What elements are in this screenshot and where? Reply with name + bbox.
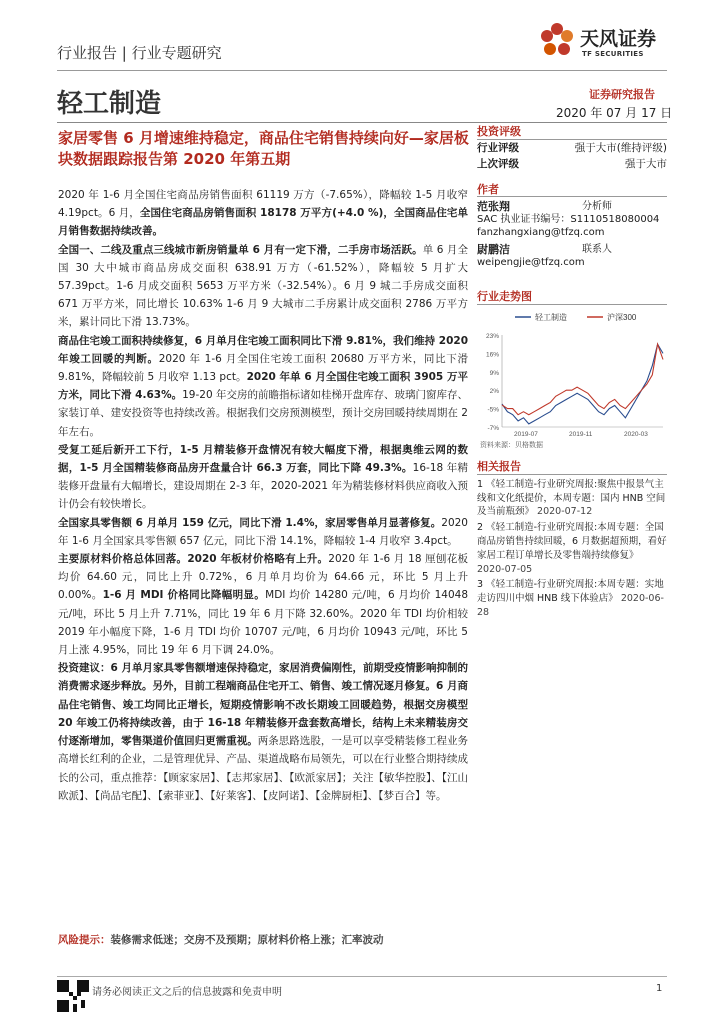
author-list <box>477 200 667 269</box>
body-paragraph <box>58 514 468 550</box>
x-tick-label: 2020-03 <box>624 431 648 438</box>
paragraph-emphasis: 全国住宅商品房销售面积 18178 万平方(+4.0 %)，全国商品住宅单月销售数据持续改善。 <box>58 207 468 238</box>
related-report-title: 3 《轻工制造-行业研究周报:本周专题：实地走访四川中烟 HNB 线下体验店》 <box>477 579 664 605</box>
body-paragraph <box>58 659 468 805</box>
paragraph-text: 2020 年 1-6 月 18 厘刨花板均价 64.60 元，同比上升 0.72%，6 月单月均价为 64.66 元，环比 5 月上升 0.00%。 <box>58 553 468 602</box>
paragraph-text: MDI 均价 14280 元/吨，6 月均价 14048 元/吨，环比 5 月上升 7.71%，同比 19 年 6 月下降 32.60%。2020 年 TDI 均价相较 2019 年小幅度下降，1-6 月 TDI 均价 10707 元/吨，6 月均价 10943 元/吨，环比 5 月上涨 4.95%，同比 19 年 6 月下调 24.0%。 <box>58 589 469 657</box>
rating-rows <box>477 140 667 172</box>
chart-heading: 行业走势图 <box>477 290 532 303</box>
paragraph-emphasis: 1-6 月 MDI 价格同比降幅明显。 <box>102 589 266 602</box>
related-report-item <box>477 578 667 619</box>
body-paragraph <box>58 550 468 659</box>
refs-divider <box>477 474 667 475</box>
paragraph-text: 两条思路选股，一是可以享受精装修工程业务高增长红利的企业，二是管理优异、产品、渠道战略布局领先，可以在行业整合期持续成长的公司，重点推荐：【顾家家居】、【志邦家居】、【欧派家居】；关注【敏华控股】、【江山欧派】、【尚品宅配】、【索菲亚】、【好莱客】、【皮阿诺】、【金牌厨柜】、【梦百合】等。 <box>58 735 468 802</box>
legend-label: 轻工制造 <box>535 313 567 322</box>
body-paragraph <box>58 441 468 514</box>
body-paragraph <box>58 241 468 332</box>
rating-panel <box>477 123 667 172</box>
author-name: 范张翔 <box>477 200 510 213</box>
author-detail: fanzhangxiang@tfzq.com <box>477 227 605 238</box>
author-detail: weipengjie@tfzq.com <box>477 257 585 268</box>
trend-chart-panel <box>477 288 667 454</box>
related-report-title: 2 《轻工制造-行业研究周报:本周专题：全国商品房销售持续回暖，6 月数据超预期，看好家居工程订单增长及零售端持续修复》 <box>477 522 667 561</box>
risk-label: 风险提示： <box>58 934 111 946</box>
footer-disclaimer: 请务必阅读正文之后的信息披露和免责申明 <box>92 987 282 998</box>
paragraph-emphasis: 全国家具零售额 6 月单月 159 亿元，同比下滑 1.4%，家居零售单月显著修复。 <box>58 516 442 529</box>
author-entry <box>477 200 667 239</box>
y-tick-label: 23% <box>485 333 499 340</box>
paragraph-text: 2020 年 1-6 月全国家具零售额 657 亿元，同比下滑 14.1%，降幅较 1-4 月收窄 3.4pct。 <box>58 516 468 547</box>
author-name: 尉鹏洁 <box>477 243 510 256</box>
risk-text: 装修需求低迷；交房不及预期；原材料价格上涨；汇率波动 <box>110 934 384 946</box>
report-body <box>58 186 468 805</box>
x-tick-label: 2019-07 <box>514 431 538 438</box>
rating-value: 强于大市(维持评级) <box>574 142 667 154</box>
y-tick-label: -7% <box>487 425 499 432</box>
related-reports-panel <box>477 460 667 622</box>
header-divider <box>57 70 667 71</box>
paragraph-emphasis: 2020 年单 6 月全国住宅竣工面积 3905 万平方米，同比下滑 4.63%。 <box>58 371 468 402</box>
legend-label: 沪深300 <box>607 313 637 322</box>
page-number: 1 <box>656 983 663 994</box>
paragraph-emphasis: 投资建议：6 月单月家具零售额增速保持稳定，家居消费偏刚性，前期受疫情影响抑制的消费需求逐步释放。另外，目前工程端商品住宅开工、销售、竣工情况逐月修复。6 月商品住宅销售、竣工均同比正增长，短期疫情影响不改长期竣工回暖趋势，根据交房模型 20 年竣工仍将持续改善，由于 16-18 年精装修开盘套数高增长，结构上未来精装房交付逐渐增加，零售渠道价值回归更需重视。 <box>58 662 468 748</box>
report-date: 2020 年 07 月 17 日 <box>556 106 673 120</box>
paragraph-text: 19-20 年交房的前瞻指标诸如桂梯开盘库存、玻璃门窗库存、家装订单、建安投资等也持续改善。根据我们交房预测模型，预计交房回暖持续周期在 2 年左右。 <box>58 389 468 438</box>
authors-heading: 作者 <box>477 183 499 196</box>
trend-chart <box>477 305 667 450</box>
related-report-item <box>477 478 667 519</box>
header-breadcrumb: 行业报告 | 行业专题研究 <box>57 44 222 62</box>
authors-panel <box>477 183 667 273</box>
author-header <box>477 243 667 256</box>
rating-row <box>477 140 667 156</box>
chart-source: 资料来源：贝格数据 <box>480 442 543 449</box>
rating-key: 行业评级 <box>477 142 519 154</box>
paragraph-text: 16-18 年精装修开盘量有大幅增长，建设周期在 2-3 年，2020-2021 年为精装修材料供应商收入预计仍会有较快增长。 <box>58 462 468 511</box>
x-tick-label: 2019-11 <box>569 431 593 438</box>
logo-name-cn: 天风证券 <box>580 28 657 50</box>
rating-row <box>477 156 667 172</box>
author-role: 分析师 <box>582 201 612 212</box>
report-type: 证券研究报告 <box>589 88 655 101</box>
ref-list <box>477 478 667 620</box>
y-tick-label: 16% <box>485 351 499 359</box>
risk-warning <box>58 932 478 947</box>
body-paragraph <box>58 332 468 441</box>
y-tick-label: 9% <box>489 369 499 377</box>
logo-name-en: TF SECURITIES <box>582 50 644 58</box>
paragraph-emphasis: 全国一、二线及重点三线城市新房销量单 6 月有一定下滑，二手房市场活跃。 <box>58 243 423 256</box>
paragraph-emphasis: 受复工延后新开工下行，1-5 月精装修开盘情况有较大幅度下滑，根据奥维云网的数据，1-5 月全国精装修商品房开盘量合计 66.3 万套，同比下降 49.3%。 <box>58 443 468 475</box>
related-report-title: 1 《轻工制造-行业研究周报:聚焦中报景气主线和文化纸提价，本周专题：国内 HNB 空间及当前瓶颈》 <box>477 478 666 518</box>
related-report-date: 2020-06-28 <box>477 593 664 618</box>
body-paragraph <box>58 186 468 241</box>
paragraph-emphasis: 主要原材料价格总体回落。2020 年板材价格略有上升。 <box>58 553 329 566</box>
y-tick-label: 2% <box>489 388 499 396</box>
author-entry <box>477 243 667 269</box>
related-report-item <box>477 521 667 576</box>
y-tick-label: -5% <box>487 406 499 414</box>
report-title: 家居零售 6 月增速维持稳定，商品住宅销售持续向好—家居板块数据跟踪报告第 2020 年第五期 <box>58 129 469 168</box>
series-line-轻工制造 <box>502 344 663 424</box>
rating-heading: 投资评级 <box>477 125 521 138</box>
qr-code-icon <box>57 980 89 1012</box>
paragraph-text: 单 6 月全国 30 大中城市商品房成交面积 638.91 万方（-61.52%），降幅较 5 月扩大 57.39pct。1-6 月成交面积 5653 万平方米（-32.54%）。6 月 9 城二手房成交面积 671 万平方米，同比增长 10.63% 1-6 月 9 大城市二手房累计成交面积 2786 万平方米，累计同比下滑 13.73%。 <box>58 243 468 329</box>
authors-divider <box>477 196 667 197</box>
author-header <box>477 200 667 213</box>
paragraph-text: 2020 年 1-6 月全国住宅竣工面积 20680 万平方米，同比下滑 9.81%，降幅较前 5 月收窄 1.13 pct。 <box>58 352 468 384</box>
rating-value: 强于大市 <box>625 158 667 170</box>
related-report-date: 2020-07-12 <box>537 506 593 518</box>
rating-key: 上次评级 <box>477 158 519 170</box>
paragraph-emphasis: 商品住宅竣工面积持续修复，6 月单月住宅竣工面积同比下滑 9.81%，我们维持 2020 年竣工回暖的判断。 <box>58 334 468 365</box>
footer-divider <box>57 976 667 977</box>
series-line-沪深300 <box>502 344 663 415</box>
related-report-date: 2020-07-05 <box>477 563 533 575</box>
author-detail: SAC 执业证书编号：S1110518080004 <box>477 214 660 225</box>
logo-flower-icon <box>541 23 573 55</box>
author-role: 联系人 <box>582 244 612 255</box>
industry-title: 轻工制造 <box>57 89 162 119</box>
refs-heading: 相关报告 <box>477 460 521 473</box>
paragraph-text: 2020 年 1-6 月全国住宅商品房销售面积 61119 万方（-7.65%），降幅较 1-5 月收窄 4.19pct。6 月， <box>58 189 468 220</box>
